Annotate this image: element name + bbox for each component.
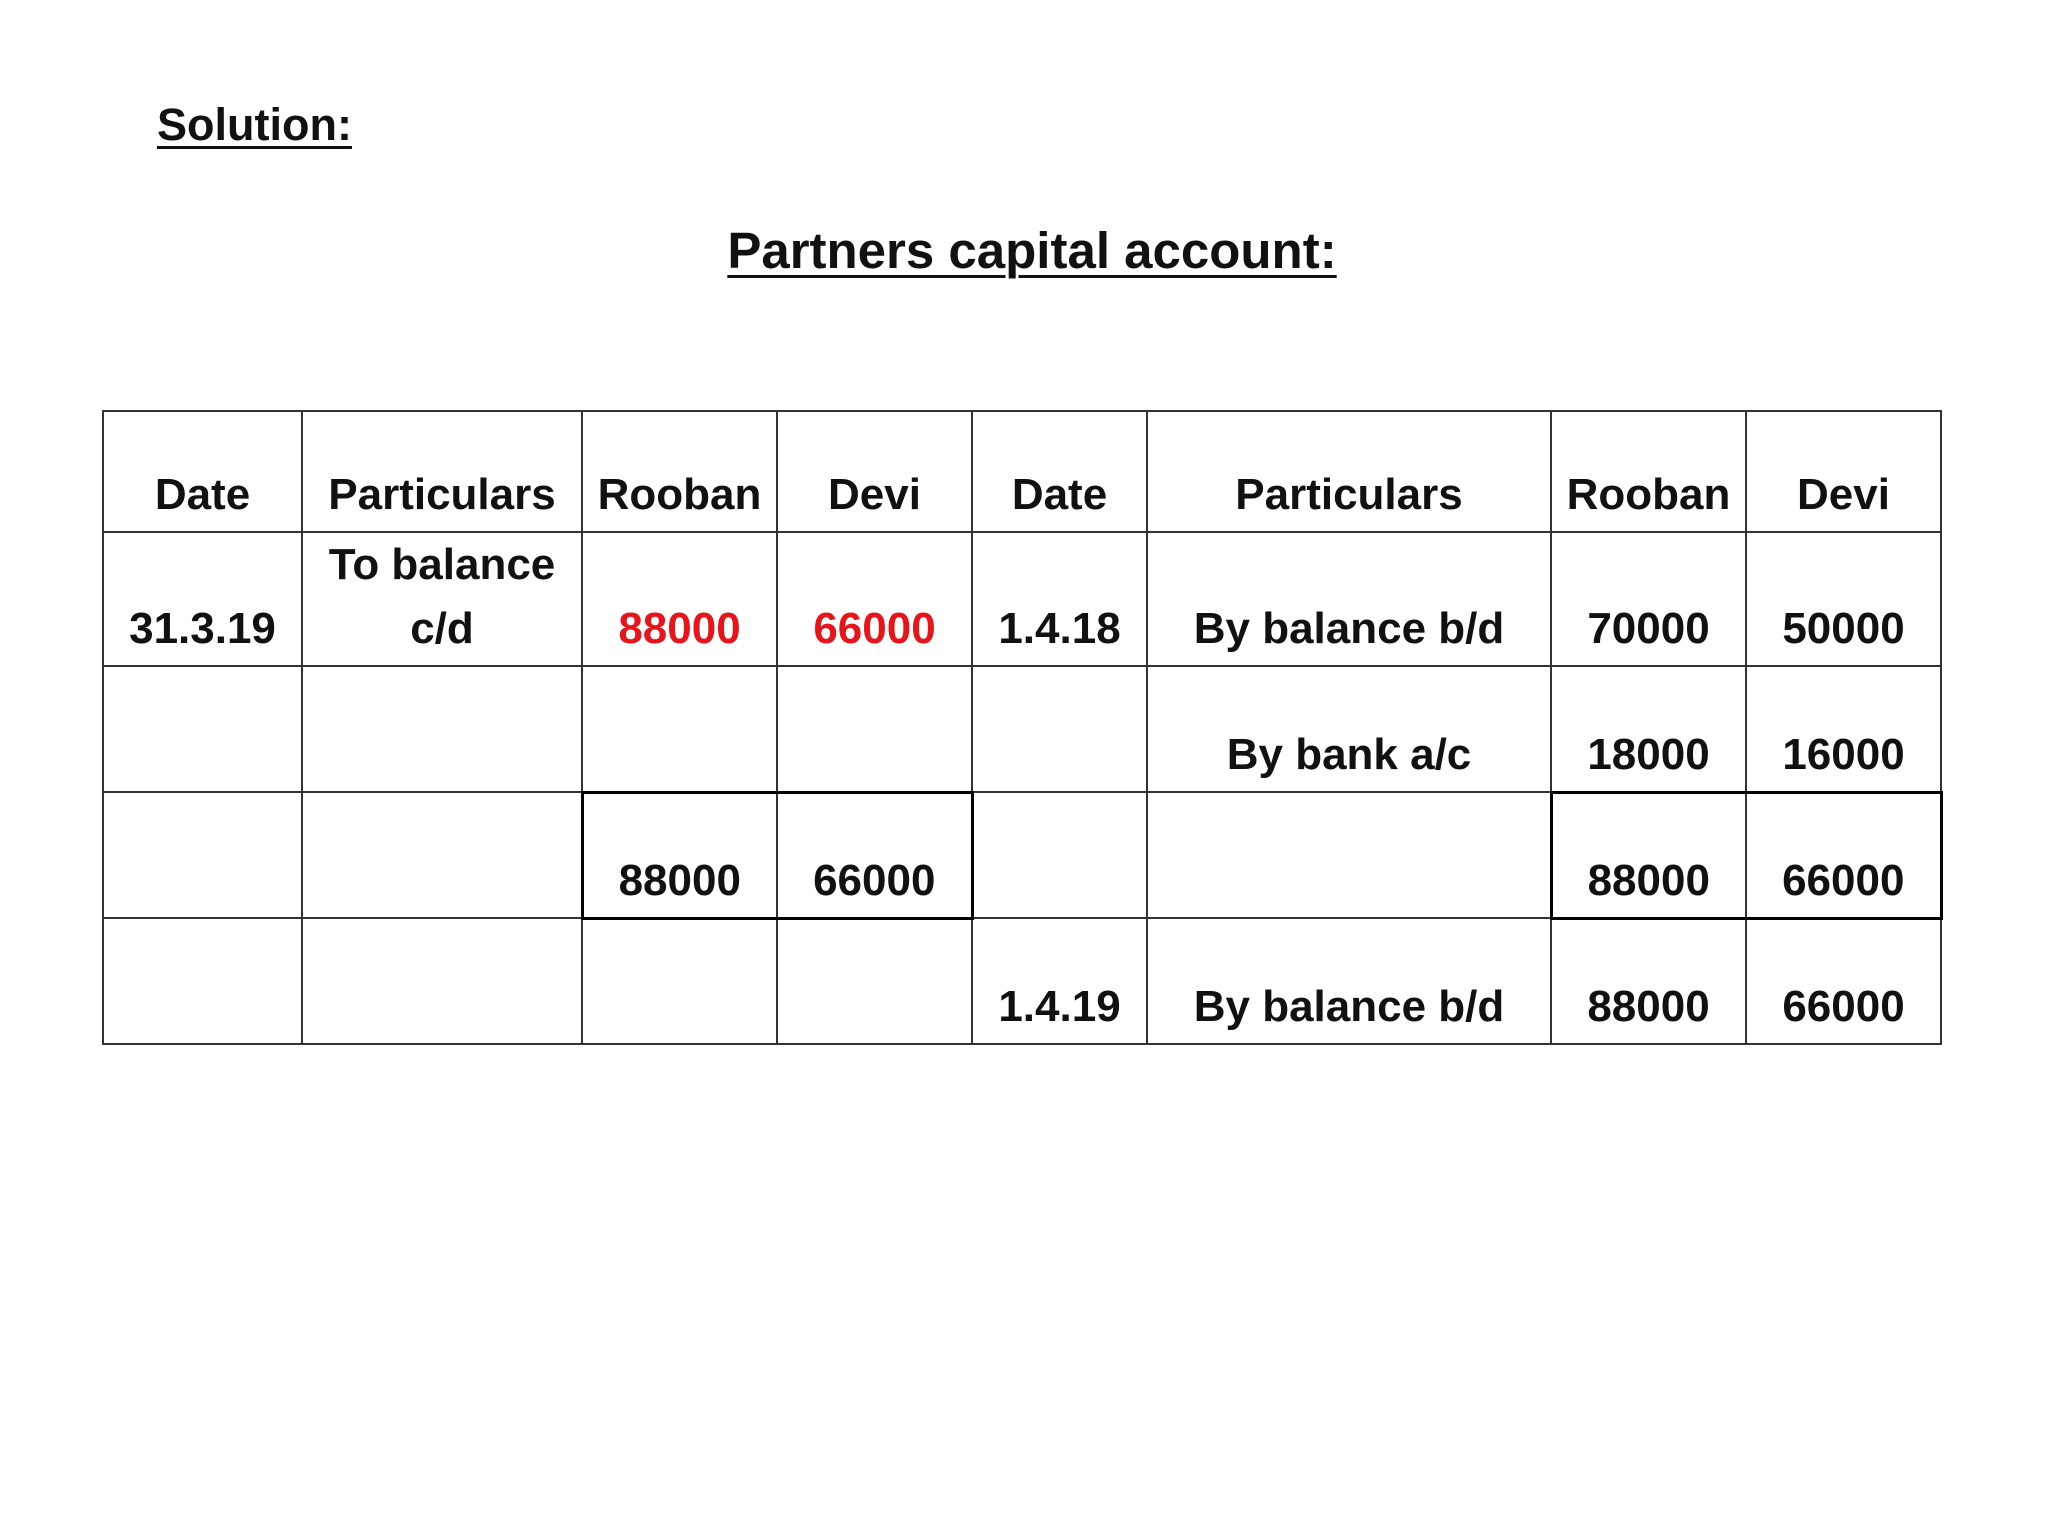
table-row bbox=[103, 666, 1941, 792]
cell-particulars-cr: By bank a/c bbox=[1147, 666, 1551, 792]
cell-devi-dr bbox=[777, 918, 972, 1044]
cell-particulars-cr: By balance b/d bbox=[1147, 918, 1551, 1044]
cell-date-dr bbox=[103, 666, 302, 792]
cell-rooban-dr-total: 88000 bbox=[582, 792, 777, 918]
cell-particulars-dr: To balance c/d bbox=[302, 532, 582, 666]
cell-devi-dr bbox=[777, 666, 972, 792]
cell-devi-dr-total: 66000 bbox=[777, 792, 972, 918]
cell-date-cr: 1.4.18 bbox=[972, 532, 1147, 666]
cell-rooban-dr bbox=[582, 666, 777, 792]
capital-account-table bbox=[102, 410, 1943, 1045]
header-devi-dr: Devi bbox=[777, 411, 972, 532]
header-devi-cr: Devi bbox=[1746, 411, 1941, 532]
cell-devi-dr: 66000 bbox=[777, 532, 972, 666]
cell-date-dr bbox=[103, 792, 302, 918]
header-particulars-dr: Particulars bbox=[302, 411, 582, 532]
cell-rooban-dr: 88000 bbox=[582, 532, 777, 666]
cell-devi-cr: 16000 bbox=[1746, 666, 1941, 792]
account-title: Partners capital account: bbox=[727, 222, 1337, 279]
cell-date-dr bbox=[103, 918, 302, 1044]
cell-devi-cr: 50000 bbox=[1746, 532, 1941, 666]
header-date-cr: Date bbox=[972, 411, 1147, 532]
cell-date-cr bbox=[972, 792, 1147, 918]
header-particulars-cr: Particulars bbox=[1147, 411, 1551, 532]
cell-date-dr: 31.3.19 bbox=[103, 532, 302, 666]
solution-heading: Solution: bbox=[157, 99, 352, 150]
cell-particulars-dr bbox=[302, 918, 582, 1044]
cell-devi-cr: 66000 bbox=[1746, 918, 1941, 1044]
table-row-totals bbox=[103, 792, 1941, 918]
cell-rooban-dr bbox=[582, 918, 777, 1044]
header-date-dr: Date bbox=[103, 411, 302, 532]
cell-particulars-dr bbox=[302, 792, 582, 918]
cell-devi-cr-total: 66000 bbox=[1746, 792, 1941, 918]
header-rooban-cr: Rooban bbox=[1551, 411, 1746, 532]
cell-rooban-cr: 18000 bbox=[1551, 666, 1746, 792]
cell-particulars-cr: By balance b/d bbox=[1147, 532, 1551, 666]
table-row bbox=[103, 918, 1941, 1044]
cell-rooban-cr-total: 88000 bbox=[1551, 792, 1746, 918]
table-row bbox=[103, 532, 1941, 666]
cell-particulars-cr bbox=[1147, 792, 1551, 918]
table-header-row bbox=[103, 411, 1941, 532]
cell-particulars-dr bbox=[302, 666, 582, 792]
cell-rooban-cr: 88000 bbox=[1551, 918, 1746, 1044]
cell-date-cr bbox=[972, 666, 1147, 792]
cell-rooban-cr: 70000 bbox=[1551, 532, 1746, 666]
header-rooban-dr: Rooban bbox=[582, 411, 777, 532]
cell-date-cr: 1.4.19 bbox=[972, 918, 1147, 1044]
